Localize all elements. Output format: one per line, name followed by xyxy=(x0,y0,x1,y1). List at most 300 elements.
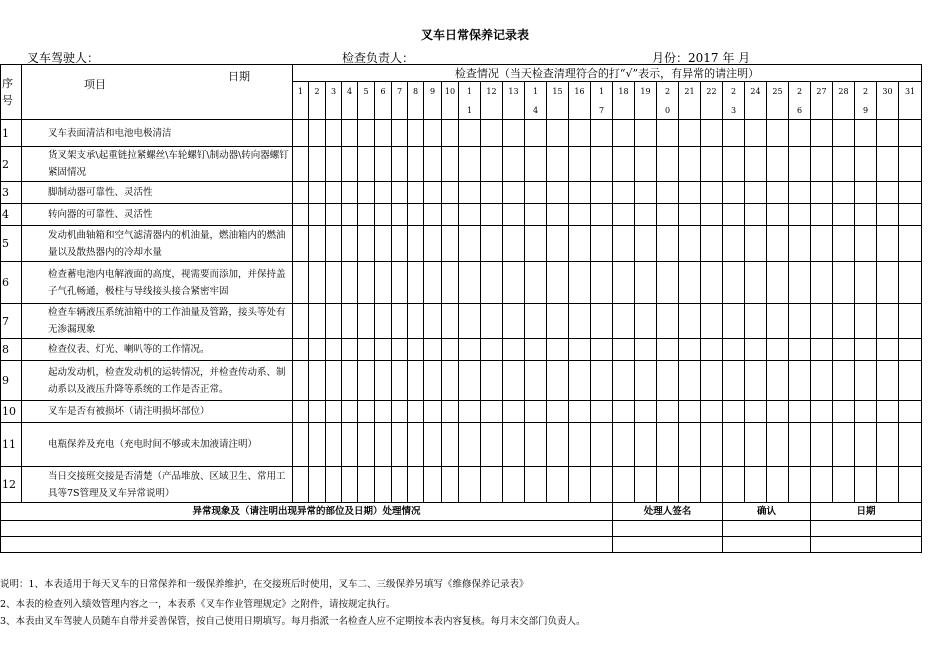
check-cell[interactable] xyxy=(326,182,342,204)
check-cell[interactable] xyxy=(811,467,833,503)
check-cell[interactable] xyxy=(745,182,767,204)
check-cell[interactable] xyxy=(293,120,309,147)
check-cell[interactable] xyxy=(679,423,701,467)
check-cell[interactable] xyxy=(855,226,877,262)
check-cell[interactable] xyxy=(855,423,877,467)
check-cell[interactable] xyxy=(833,120,855,147)
check-cell[interactable] xyxy=(442,361,459,401)
check-cell[interactable] xyxy=(679,147,701,182)
check-cell[interactable] xyxy=(326,304,342,339)
check-cell[interactable] xyxy=(613,204,635,226)
check-cell[interactable] xyxy=(408,304,424,339)
check-cell[interactable] xyxy=(481,226,503,262)
check-cell[interactable] xyxy=(293,182,309,204)
check-cell[interactable] xyxy=(569,401,591,423)
check-cell[interactable] xyxy=(657,401,679,423)
check-cell[interactable] xyxy=(525,120,547,147)
check-cell[interactable] xyxy=(424,423,442,467)
check-cell[interactable] xyxy=(899,401,922,423)
check-cell[interactable] xyxy=(408,226,424,262)
check-cell[interactable] xyxy=(745,339,767,361)
check-cell[interactable] xyxy=(811,120,833,147)
check-cell[interactable] xyxy=(657,120,679,147)
check-cell[interactable] xyxy=(789,226,811,262)
check-cell[interactable] xyxy=(679,204,701,226)
check-cell[interactable] xyxy=(723,361,745,401)
check-cell[interactable] xyxy=(358,226,375,262)
check-cell[interactable] xyxy=(342,147,358,182)
check-cell[interactable] xyxy=(293,361,309,401)
check-cell[interactable] xyxy=(679,120,701,147)
check-cell[interactable] xyxy=(679,182,701,204)
check-cell[interactable] xyxy=(635,262,657,304)
check-cell[interactable] xyxy=(459,361,481,401)
check-cell[interactable] xyxy=(833,147,855,182)
check-cell[interactable] xyxy=(375,204,392,226)
check-cell[interactable] xyxy=(481,120,503,147)
check-cell[interactable] xyxy=(591,226,613,262)
check-cell[interactable] xyxy=(569,262,591,304)
confirm-cell[interactable] xyxy=(723,521,811,537)
check-cell[interactable] xyxy=(326,204,342,226)
check-cell[interactable] xyxy=(635,226,657,262)
check-cell[interactable] xyxy=(293,401,309,423)
check-cell[interactable] xyxy=(442,120,459,147)
check-cell[interactable] xyxy=(424,262,442,304)
check-cell[interactable] xyxy=(613,226,635,262)
check-cell[interactable] xyxy=(613,120,635,147)
check-cell[interactable] xyxy=(613,401,635,423)
check-cell[interactable] xyxy=(679,361,701,401)
check-cell[interactable] xyxy=(309,423,326,467)
check-cell[interactable] xyxy=(408,401,424,423)
check-cell[interactable] xyxy=(525,361,547,401)
check-cell[interactable] xyxy=(481,262,503,304)
date-cell[interactable] xyxy=(811,521,922,537)
check-cell[interactable] xyxy=(392,339,408,361)
check-cell[interactable] xyxy=(635,304,657,339)
check-cell[interactable] xyxy=(309,401,326,423)
check-cell[interactable] xyxy=(811,361,833,401)
check-cell[interactable] xyxy=(635,204,657,226)
check-cell[interactable] xyxy=(459,339,481,361)
check-cell[interactable] xyxy=(481,361,503,401)
check-cell[interactable] xyxy=(481,467,503,503)
check-cell[interactable] xyxy=(547,304,569,339)
check-cell[interactable] xyxy=(358,401,375,423)
check-cell[interactable] xyxy=(855,304,877,339)
check-cell[interactable] xyxy=(408,339,424,361)
check-cell[interactable] xyxy=(408,120,424,147)
check-cell[interactable] xyxy=(392,467,408,503)
check-cell[interactable] xyxy=(855,339,877,361)
check-cell[interactable] xyxy=(358,423,375,467)
check-cell[interactable] xyxy=(569,147,591,182)
check-cell[interactable] xyxy=(723,120,745,147)
check-cell[interactable] xyxy=(833,339,855,361)
check-cell[interactable] xyxy=(569,182,591,204)
check-cell[interactable] xyxy=(767,147,789,182)
check-cell[interactable] xyxy=(459,182,481,204)
check-cell[interactable] xyxy=(547,204,569,226)
check-cell[interactable] xyxy=(459,226,481,262)
check-cell[interactable] xyxy=(442,467,459,503)
check-cell[interactable] xyxy=(442,262,459,304)
check-cell[interactable] xyxy=(723,423,745,467)
check-cell[interactable] xyxy=(899,423,922,467)
check-cell[interactable] xyxy=(899,304,922,339)
check-cell[interactable] xyxy=(375,423,392,467)
check-cell[interactable] xyxy=(326,467,342,503)
check-cell[interactable] xyxy=(723,147,745,182)
check-cell[interactable] xyxy=(877,401,899,423)
check-cell[interactable] xyxy=(657,467,679,503)
check-cell[interactable] xyxy=(442,423,459,467)
check-cell[interactable] xyxy=(877,182,899,204)
check-cell[interactable] xyxy=(408,262,424,304)
check-cell[interactable] xyxy=(591,182,613,204)
check-cell[interactable] xyxy=(877,120,899,147)
check-cell[interactable] xyxy=(481,204,503,226)
check-cell[interactable] xyxy=(855,204,877,226)
check-cell[interactable] xyxy=(745,204,767,226)
check-cell[interactable] xyxy=(833,361,855,401)
check-cell[interactable] xyxy=(723,226,745,262)
check-cell[interactable] xyxy=(745,262,767,304)
abnormal-cell[interactable] xyxy=(1,537,613,553)
check-cell[interactable] xyxy=(789,339,811,361)
check-cell[interactable] xyxy=(811,147,833,182)
check-cell[interactable] xyxy=(408,204,424,226)
check-cell[interactable] xyxy=(424,204,442,226)
check-cell[interactable] xyxy=(309,182,326,204)
check-cell[interactable] xyxy=(657,204,679,226)
check-cell[interactable] xyxy=(424,339,442,361)
check-cell[interactable] xyxy=(789,182,811,204)
check-cell[interactable] xyxy=(679,467,701,503)
check-cell[interactable] xyxy=(635,120,657,147)
check-cell[interactable] xyxy=(613,147,635,182)
check-cell[interactable] xyxy=(547,262,569,304)
check-cell[interactable] xyxy=(877,147,899,182)
check-cell[interactable] xyxy=(701,467,723,503)
check-cell[interactable] xyxy=(591,147,613,182)
check-cell[interactable] xyxy=(547,120,569,147)
check-cell[interactable] xyxy=(767,120,789,147)
handler-cell[interactable] xyxy=(613,521,723,537)
check-cell[interactable] xyxy=(525,339,547,361)
check-cell[interactable] xyxy=(701,204,723,226)
check-cell[interactable] xyxy=(745,120,767,147)
check-cell[interactable] xyxy=(392,401,408,423)
check-cell[interactable] xyxy=(701,226,723,262)
check-cell[interactable] xyxy=(569,467,591,503)
check-cell[interactable] xyxy=(358,204,375,226)
check-cell[interactable] xyxy=(613,304,635,339)
check-cell[interactable] xyxy=(811,262,833,304)
check-cell[interactable] xyxy=(342,226,358,262)
check-cell[interactable] xyxy=(375,182,392,204)
check-cell[interactable] xyxy=(723,204,745,226)
check-cell[interactable] xyxy=(767,182,789,204)
check-cell[interactable] xyxy=(503,401,525,423)
check-cell[interactable] xyxy=(375,401,392,423)
check-cell[interactable] xyxy=(591,401,613,423)
check-cell[interactable] xyxy=(459,147,481,182)
check-cell[interactable] xyxy=(657,262,679,304)
check-cell[interactable] xyxy=(481,182,503,204)
check-cell[interactable] xyxy=(855,120,877,147)
check-cell[interactable] xyxy=(701,182,723,204)
check-cell[interactable] xyxy=(745,467,767,503)
check-cell[interactable] xyxy=(745,423,767,467)
check-cell[interactable] xyxy=(459,262,481,304)
check-cell[interactable] xyxy=(701,304,723,339)
check-cell[interactable] xyxy=(613,467,635,503)
check-cell[interactable] xyxy=(408,361,424,401)
check-cell[interactable] xyxy=(855,182,877,204)
check-cell[interactable] xyxy=(309,120,326,147)
check-cell[interactable] xyxy=(358,262,375,304)
check-cell[interactable] xyxy=(342,401,358,423)
check-cell[interactable] xyxy=(392,423,408,467)
check-cell[interactable] xyxy=(569,423,591,467)
check-cell[interactable] xyxy=(789,361,811,401)
check-cell[interactable] xyxy=(392,120,408,147)
check-cell[interactable] xyxy=(569,304,591,339)
check-cell[interactable] xyxy=(767,467,789,503)
check-cell[interactable] xyxy=(899,262,922,304)
check-cell[interactable] xyxy=(309,147,326,182)
check-cell[interactable] xyxy=(408,423,424,467)
check-cell[interactable] xyxy=(569,204,591,226)
check-cell[interactable] xyxy=(833,182,855,204)
check-cell[interactable] xyxy=(877,226,899,262)
check-cell[interactable] xyxy=(481,339,503,361)
check-cell[interactable] xyxy=(525,304,547,339)
check-cell[interactable] xyxy=(899,182,922,204)
check-cell[interactable] xyxy=(635,423,657,467)
check-cell[interactable] xyxy=(442,204,459,226)
check-cell[interactable] xyxy=(503,120,525,147)
check-cell[interactable] xyxy=(767,204,789,226)
check-cell[interactable] xyxy=(613,182,635,204)
check-cell[interactable] xyxy=(547,467,569,503)
check-cell[interactable] xyxy=(569,226,591,262)
check-cell[interactable] xyxy=(293,226,309,262)
check-cell[interactable] xyxy=(723,182,745,204)
date-cell[interactable] xyxy=(811,537,922,553)
check-cell[interactable] xyxy=(591,361,613,401)
check-cell[interactable] xyxy=(547,361,569,401)
check-cell[interactable] xyxy=(591,339,613,361)
check-cell[interactable] xyxy=(503,182,525,204)
check-cell[interactable] xyxy=(358,304,375,339)
check-cell[interactable] xyxy=(569,361,591,401)
check-cell[interactable] xyxy=(723,401,745,423)
check-cell[interactable] xyxy=(657,423,679,467)
check-cell[interactable] xyxy=(503,226,525,262)
check-cell[interactable] xyxy=(525,423,547,467)
abnormal-cell[interactable] xyxy=(1,521,613,537)
check-cell[interactable] xyxy=(701,401,723,423)
check-cell[interactable] xyxy=(591,304,613,339)
check-cell[interactable] xyxy=(442,339,459,361)
check-cell[interactable] xyxy=(525,467,547,503)
check-cell[interactable] xyxy=(701,361,723,401)
check-cell[interactable] xyxy=(424,226,442,262)
check-cell[interactable] xyxy=(342,467,358,503)
check-cell[interactable] xyxy=(701,120,723,147)
check-cell[interactable] xyxy=(424,467,442,503)
check-cell[interactable] xyxy=(613,262,635,304)
check-cell[interactable] xyxy=(375,262,392,304)
check-cell[interactable] xyxy=(503,423,525,467)
check-cell[interactable] xyxy=(811,204,833,226)
check-cell[interactable] xyxy=(657,361,679,401)
check-cell[interactable] xyxy=(635,339,657,361)
check-cell[interactable] xyxy=(392,182,408,204)
check-cell[interactable] xyxy=(833,262,855,304)
check-cell[interactable] xyxy=(309,204,326,226)
check-cell[interactable] xyxy=(375,304,392,339)
confirm-cell[interactable] xyxy=(723,537,811,553)
check-cell[interactable] xyxy=(375,147,392,182)
check-cell[interactable] xyxy=(358,361,375,401)
check-cell[interactable] xyxy=(877,262,899,304)
check-cell[interactable] xyxy=(342,423,358,467)
check-cell[interactable] xyxy=(635,467,657,503)
check-cell[interactable] xyxy=(811,304,833,339)
check-cell[interactable] xyxy=(442,226,459,262)
check-cell[interactable] xyxy=(503,467,525,503)
check-cell[interactable] xyxy=(442,401,459,423)
check-cell[interactable] xyxy=(745,226,767,262)
check-cell[interactable] xyxy=(293,304,309,339)
check-cell[interactable] xyxy=(309,226,326,262)
check-cell[interactable] xyxy=(459,467,481,503)
check-cell[interactable] xyxy=(613,339,635,361)
check-cell[interactable] xyxy=(679,339,701,361)
check-cell[interactable] xyxy=(424,182,442,204)
check-cell[interactable] xyxy=(657,304,679,339)
check-cell[interactable] xyxy=(481,304,503,339)
check-cell[interactable] xyxy=(745,401,767,423)
check-cell[interactable] xyxy=(392,304,408,339)
check-cell[interactable] xyxy=(392,204,408,226)
check-cell[interactable] xyxy=(767,226,789,262)
check-cell[interactable] xyxy=(877,339,899,361)
check-cell[interactable] xyxy=(591,204,613,226)
check-cell[interactable] xyxy=(855,262,877,304)
check-cell[interactable] xyxy=(392,361,408,401)
check-cell[interactable] xyxy=(767,423,789,467)
check-cell[interactable] xyxy=(899,339,922,361)
check-cell[interactable] xyxy=(326,361,342,401)
check-cell[interactable] xyxy=(392,262,408,304)
check-cell[interactable] xyxy=(309,262,326,304)
check-cell[interactable] xyxy=(375,339,392,361)
check-cell[interactable] xyxy=(789,204,811,226)
check-cell[interactable] xyxy=(789,120,811,147)
check-cell[interactable] xyxy=(459,304,481,339)
check-cell[interactable] xyxy=(789,304,811,339)
check-cell[interactable] xyxy=(877,423,899,467)
check-cell[interactable] xyxy=(459,120,481,147)
check-cell[interactable] xyxy=(424,304,442,339)
check-cell[interactable] xyxy=(424,361,442,401)
check-cell[interactable] xyxy=(701,423,723,467)
check-cell[interactable] xyxy=(877,467,899,503)
check-cell[interactable] xyxy=(309,361,326,401)
check-cell[interactable] xyxy=(899,120,922,147)
check-cell[interactable] xyxy=(899,147,922,182)
check-cell[interactable] xyxy=(899,467,922,503)
check-cell[interactable] xyxy=(789,262,811,304)
check-cell[interactable] xyxy=(358,339,375,361)
check-cell[interactable] xyxy=(481,147,503,182)
check-cell[interactable] xyxy=(723,339,745,361)
check-cell[interactable] xyxy=(459,423,481,467)
check-cell[interactable] xyxy=(635,401,657,423)
check-cell[interactable] xyxy=(701,147,723,182)
check-cell[interactable] xyxy=(525,262,547,304)
check-cell[interactable] xyxy=(657,339,679,361)
check-cell[interactable] xyxy=(293,204,309,226)
check-cell[interactable] xyxy=(424,147,442,182)
check-cell[interactable] xyxy=(358,120,375,147)
check-cell[interactable] xyxy=(503,304,525,339)
check-cell[interactable] xyxy=(293,423,309,467)
check-cell[interactable] xyxy=(408,182,424,204)
check-cell[interactable] xyxy=(811,339,833,361)
check-cell[interactable] xyxy=(481,401,503,423)
check-cell[interactable] xyxy=(342,361,358,401)
check-cell[interactable] xyxy=(342,304,358,339)
check-cell[interactable] xyxy=(525,401,547,423)
check-cell[interactable] xyxy=(569,339,591,361)
check-cell[interactable] xyxy=(375,120,392,147)
check-cell[interactable] xyxy=(309,467,326,503)
check-cell[interactable] xyxy=(309,304,326,339)
check-cell[interactable] xyxy=(326,120,342,147)
check-cell[interactable] xyxy=(811,182,833,204)
check-cell[interactable] xyxy=(833,401,855,423)
check-cell[interactable] xyxy=(424,401,442,423)
check-cell[interactable] xyxy=(657,182,679,204)
check-cell[interactable] xyxy=(657,147,679,182)
check-cell[interactable] xyxy=(679,262,701,304)
check-cell[interactable] xyxy=(745,304,767,339)
check-cell[interactable] xyxy=(745,361,767,401)
check-cell[interactable] xyxy=(833,226,855,262)
check-cell[interactable] xyxy=(547,401,569,423)
check-cell[interactable] xyxy=(789,147,811,182)
check-cell[interactable] xyxy=(635,361,657,401)
check-cell[interactable] xyxy=(375,361,392,401)
check-cell[interactable] xyxy=(723,304,745,339)
check-cell[interactable] xyxy=(877,204,899,226)
check-cell[interactable] xyxy=(833,304,855,339)
check-cell[interactable] xyxy=(811,401,833,423)
check-cell[interactable] xyxy=(591,467,613,503)
check-cell[interactable] xyxy=(789,401,811,423)
check-cell[interactable] xyxy=(899,204,922,226)
check-cell[interactable] xyxy=(525,226,547,262)
check-cell[interactable] xyxy=(547,147,569,182)
check-cell[interactable] xyxy=(569,120,591,147)
check-cell[interactable] xyxy=(408,467,424,503)
